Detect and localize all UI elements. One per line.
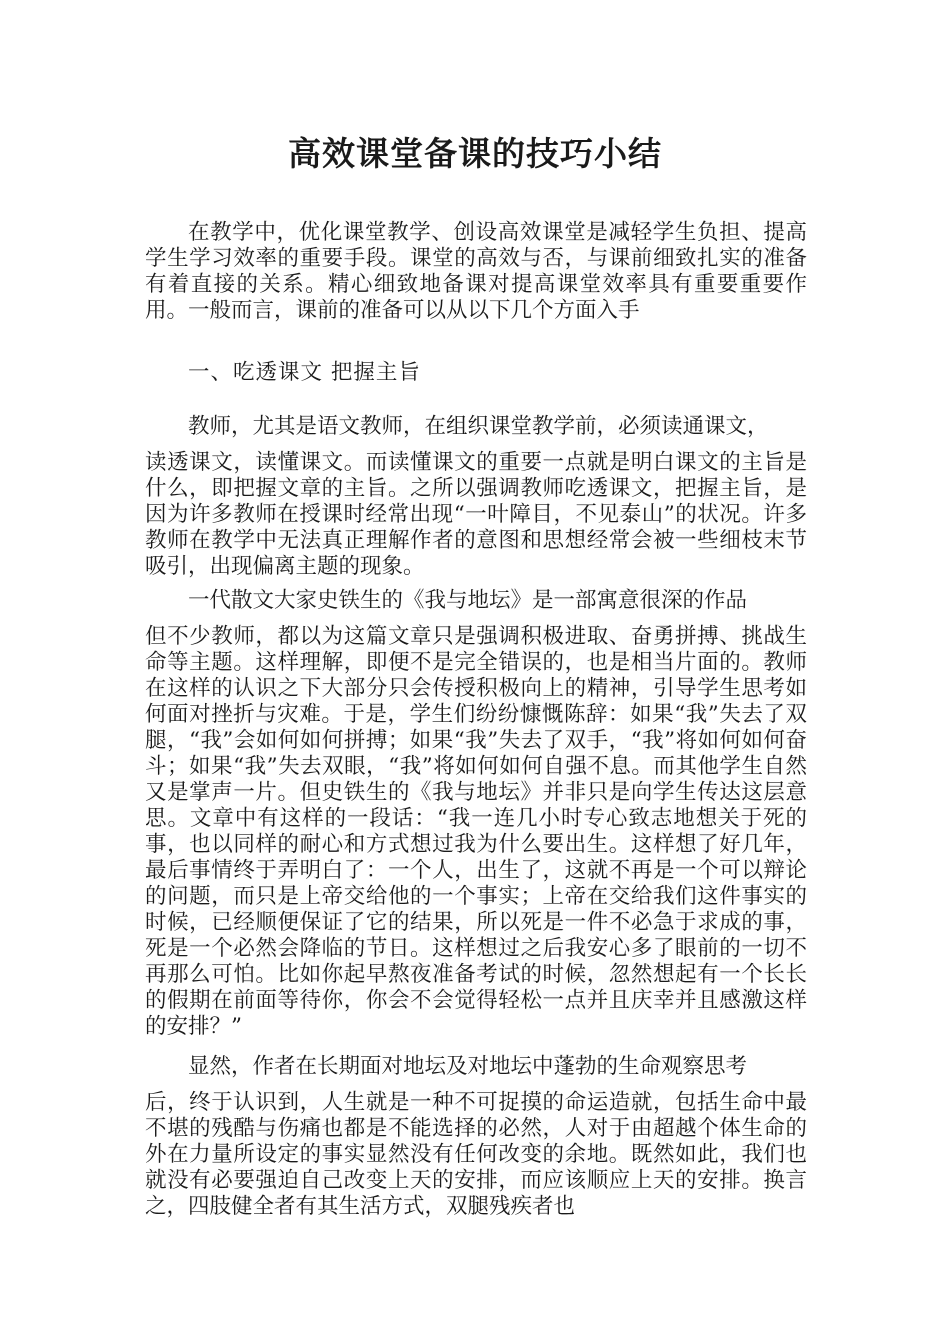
spacer [145,1080,807,1090]
spacer [145,1040,807,1054]
document-title: 高效课堂备课的技巧小结 [288,134,662,173]
paragraph-body: 但不少教师，都以为这篇文章只是强调积极进取、奋勇拼搏、挑战生命等主题。这样理解，即便不是完全错误的，也是相当片面的。教师在这样的认识之下大部分只会传授积极向上的精神，引导学生思考如何面对挫折与灾难。于是，学生们纷纷慷慨陈辞：如果“我”失去了双腿，“我”会如何如何拼搏；如果“我”失去了双手，“我”将如何如何奋斗；如果“我”失去双眼，“我”将如何如何自强不息。而其他学生自然又是掌声一片。但史铁生的《我与地坛》并非只是向学生传达这层意思。文章中有这样的一段话：“我一连几小时专心致志地想关于死的事，也以同样的耐心和方式想过我为什么要出生。这样想了好几年，最后事情终于弄明白了：一个人，出生了，这就不再是一个可以辩论的问题，而只是上帝交给他的一个事实；上帝在交给我们这件事实的时候，已经顺便保证了它的结果，所以死是一件不必急于求成的事，死是一个必然会降临的节日。这样想过之后我安心多了眼前的一切不再那么可怕。比如你起早熬夜准备考试的时候，忽然想起有一个长长的假期在前面等待你，你会不会觉得轻松一点并且庆幸并且感激这样的安排？” [145,624,807,1039]
paragraph-lead-line: 一代散文大家史铁生的《我与地坛》是一部寓意很深的作品 [188,588,748,613]
spacer [145,386,807,414]
spacer [145,580,807,588]
paragraph-lead-line: 教师，尤其是语文教师，在组织课堂教学前，必须读通课文， [188,414,769,439]
section-heading: 一、吃透课文 把握主旨 [188,360,421,385]
paragraph-lead-line: 显然，作者在长期面对地坛及对地坛中蓬勃的生命观察思考 [188,1054,748,1079]
paragraph-body: 读透课文，读懂课文。而读懂课文的重要一点就是明白课文的主旨是什么，即把握文章的主旨。之所以强调教师吃透课文，把握主旨，是因为许多教师在授课时经常出现“一叶障目，不见泰山”的状况。许多教师在教学中无法真正理解作者的意图和思想经常会被一些细枝末节吸引，出现偏离主题的现象。 [145,450,807,579]
document-body [145,220,807,1220]
paragraph-body: 后，终于认识到，人生就是一种不可捉摸的命运造就，包括生命中最不堪的残酷与伤痛也都是不能选择的必然，人对于由超越个体生命的外在力量所设定的事实显然没有任何改变的余地。既然如此，我们也就没有必要强迫自己改变上天的安排，而应该顺应上天的安排。换言之，四肢健全者有其生活方式，双腿残疾者也 [145,1090,807,1219]
spacer [145,614,807,624]
spacer [145,440,807,450]
spacer [145,324,807,360]
intro-paragraph: 在教学中，优化课堂教学、创设高效课堂是减轻学生负担、提高学生学习效率的重要手段。课堂的高效与否，与课前细致扎实的准备有着直接的关系。精心细致地备课对提高课堂效率具有重要重要作用。一般而言，课前的准备可以从以下几个方面入手 [145,220,807,323]
